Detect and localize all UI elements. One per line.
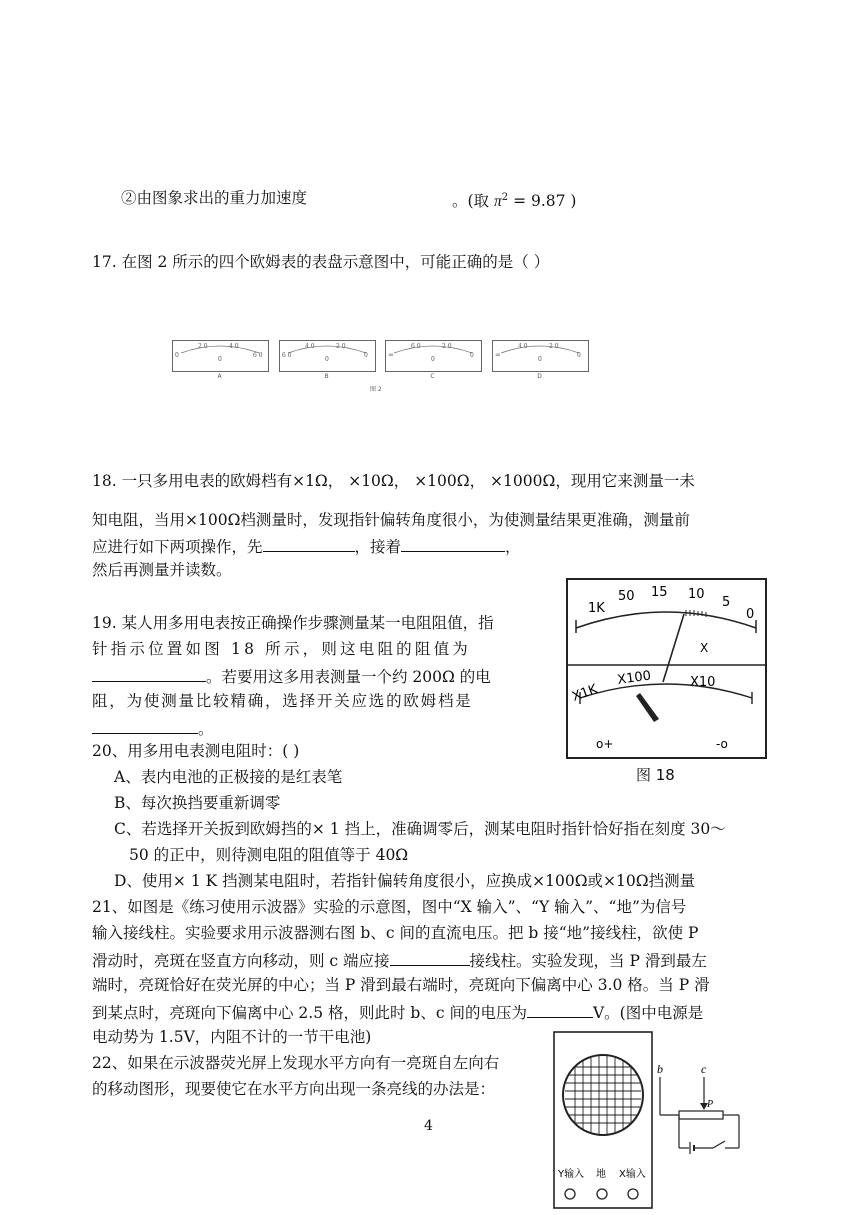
q20-option-b: B、每次换挡要重新调零 xyxy=(114,794,281,812)
meter-b-label: B xyxy=(324,373,329,380)
meter-c-right-mark: 0 xyxy=(470,352,474,359)
q18-line2: 知电阻，当用×100Ω档测量时，发现指针偏转角度很小，为使测量结果更准确，测量前 xyxy=(92,511,690,529)
scope-x-input-label: X输入 xyxy=(619,1169,646,1180)
meter-b-scale xyxy=(280,341,375,371)
q19-line1: 19. 某人用多用电表按正确操作步骤测量某一电阻阻值，指 xyxy=(92,614,494,632)
scope-y-input-terminal xyxy=(565,1189,575,1199)
fig18-range-x1k: X1K xyxy=(570,681,600,705)
fig18-x-mark: X xyxy=(700,641,709,655)
meter-d-tick2: 2 0 xyxy=(549,343,559,350)
q16-sub2-text: ②由图象求出的重力加速度 xyxy=(121,189,308,207)
meter-b xyxy=(279,340,376,372)
ohmmeter-figure-2 xyxy=(172,340,592,400)
q20-option-c1: C、若选择开关扳到欧姆挡的× 1 挡上，准确调零后，测某电阻时指针恰好指在刻度 30～ xyxy=(114,820,726,838)
q18-line4: 然后再测量并读数。 xyxy=(92,561,232,579)
figure-18-caption: 图 18 xyxy=(636,766,675,784)
q19-line5: 。 xyxy=(92,716,214,740)
meter-c-tick1: 6 0 xyxy=(411,343,421,350)
fig18-tick-15: 15 xyxy=(651,585,668,600)
meter-c-scale xyxy=(386,341,481,371)
scope-ground-terminal xyxy=(597,1189,607,1199)
circuit-c-label: c xyxy=(701,1062,707,1076)
fig18-tick-1k: 1K xyxy=(588,601,605,616)
scope-y-input-label: Y输入 xyxy=(558,1169,585,1180)
q21-blank-1[interactable] xyxy=(390,948,470,966)
circuit-b-label: b xyxy=(657,1062,663,1076)
circuit-p-label: P xyxy=(707,1099,714,1110)
q16-sub2-tail: 。(取 $\pi^2 = 9.87$ ) xyxy=(452,192,577,211)
q21-line1: 21、如图是《练习使用示波器》实验的示意图，图中“X 输入”、“Y 输入”、“地”为信号 xyxy=(92,898,687,916)
meter-a-left-mark: 0 xyxy=(175,352,179,359)
q21-line3: 滑动时，亮斑在竖直方向移动，则 c 端应接 接线柱。实验发现，当 P 滑到最左 xyxy=(92,948,707,972)
oscilloscope-drawing xyxy=(553,1031,765,1211)
q21-line2: 输入接线柱。实验要求用示波器测右图 b、c 间的直流电压。把 b 接“地”接线柱，欲使 P xyxy=(92,924,699,942)
meter-d-scale xyxy=(493,341,588,371)
fig18-terminal-plus: o+ xyxy=(596,737,614,751)
fig18-terminal-minus: -o xyxy=(716,737,728,751)
meter-a-scale xyxy=(173,341,268,371)
fig18-range-x100: X100 xyxy=(616,668,652,688)
q18-line3: 应进行如下两项操作，先 ，接着 ， xyxy=(92,534,521,558)
q21-line4: 端时，亮斑恰好在荧光屏的中心；当 P 滑到最右端时，亮斑向下偏离中心 3.0 格。当 P 滑 xyxy=(92,976,710,994)
meter-a-right-mark: 6 0 xyxy=(253,352,263,359)
page-number: 4 xyxy=(424,1118,433,1134)
fig18-tick-50: 50 xyxy=(618,589,635,604)
meter-d-mid: 0 xyxy=(538,356,542,363)
q20-stem: 20、用多用电表测电阻时：( ) xyxy=(92,742,300,760)
fig18-tick-0: 0 xyxy=(746,607,755,622)
figure-2-caption: 图 2 xyxy=(370,386,382,393)
meter-d xyxy=(492,340,589,372)
figure-18-multimeter xyxy=(566,578,767,759)
q19-line4: 阻，为使测量比较精确，选择开关应选的欧姆档是 xyxy=(92,692,473,710)
meter-c-left-mark: ∞ xyxy=(388,351,394,359)
scope-ground-label: 地 xyxy=(596,1169,606,1180)
q22-line1: 22、如果在示波器荧光屏上发现水平方向有一亮斑自左向右 xyxy=(92,1054,500,1072)
fig18-tick-5: 5 xyxy=(722,595,731,610)
fig18-tick-10: 10 xyxy=(688,587,705,602)
meter-b-right-mark: 0 xyxy=(364,352,368,359)
q22-line2: 的移动图形，现要使它在水平方向出现一条亮线的办法是： xyxy=(92,1080,496,1098)
q21-line6: 电动势为 1.5V，内阻不计的一节干电池) xyxy=(92,1028,372,1046)
q18-blank-2[interactable] xyxy=(401,534,505,552)
q19-line2: 针指示位置如图 18 所示，则这电阻的阻值为 xyxy=(92,640,471,658)
q20-option-c2: 50 的正中，则待测电阻的阻值等于 40Ω xyxy=(129,846,409,864)
meter-c-label: C xyxy=(430,373,435,380)
scope-x-input-terminal xyxy=(628,1189,638,1199)
meter-a-label: A xyxy=(217,373,222,380)
meter-d-tick1: 4 0 xyxy=(518,343,528,350)
q21-blank-2[interactable] xyxy=(527,1000,593,1018)
meter-a-tick1: 2 0 xyxy=(198,343,208,350)
meter-b-tick2: 2 0 xyxy=(336,343,346,350)
meter-b-mid: 0 xyxy=(325,356,329,363)
switch xyxy=(713,1141,725,1148)
q20-option-d: D、使用× 1 K 挡测某电阻时，若指针偏转角度很小，应换成×100Ω或×10Ω挡测量 xyxy=(114,872,696,890)
meter-a xyxy=(172,340,269,372)
figure-18-drawing xyxy=(566,578,767,759)
fig18-range-x10: X10 xyxy=(690,675,716,690)
q20-option-a: A、表内电池的正极接的是红表笔 xyxy=(114,768,343,786)
meter-c-tick2: 2 0 xyxy=(442,343,452,350)
meter-b-tick1: 4 0 xyxy=(305,343,315,350)
q19-line3: 。若要用这多用表测量一个约 200Ω 的电 xyxy=(92,664,491,688)
meter-a-tick2: 4 0 xyxy=(229,343,239,350)
meter-d-right-mark: 0 xyxy=(577,352,581,359)
q18-line1: 18. 一只多用电表的欧姆档有×1Ω， ×10Ω， ×100Ω， ×1000Ω，现用它来测量一未 xyxy=(92,472,695,490)
meter-d-left-mark: ∞ xyxy=(495,351,501,359)
q18-blank-1[interactable] xyxy=(263,534,355,552)
oscilloscope-figure xyxy=(553,1031,765,1211)
q19-blank-2[interactable] xyxy=(92,716,198,734)
meter-b-left-mark: 6 0 xyxy=(282,352,292,359)
meter-a-mid: 0 xyxy=(218,356,222,363)
meter-c xyxy=(385,340,482,372)
meter-c-mid: 0 xyxy=(431,356,435,363)
q16-sub2-line xyxy=(121,187,307,209)
rheostat xyxy=(679,1111,723,1119)
q21-line5: 到某点时，亮斑向下偏离中心 2.5 格，则此时 b、c 间的电压为 V。(图中电源是 xyxy=(92,1000,703,1024)
q17-question: 17. 在图 2 所示的四个欧姆表的表盘示意图中，可能正确的是（ ） xyxy=(92,253,550,271)
meter-d-label: D xyxy=(537,373,542,380)
q19-blank-1[interactable] xyxy=(92,664,206,682)
